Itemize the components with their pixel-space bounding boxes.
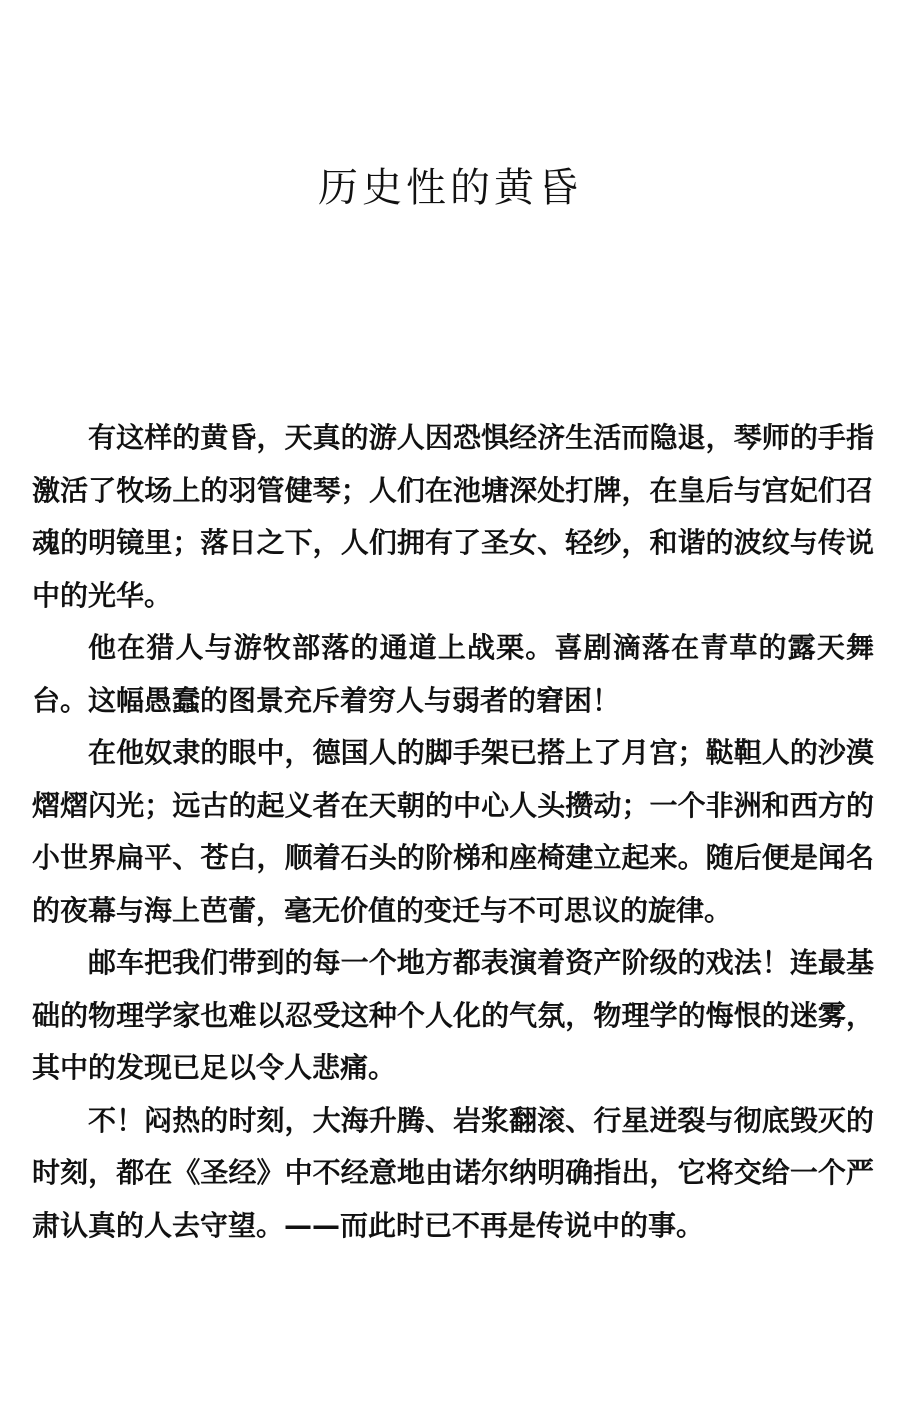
paragraph-1: 有这样的黄昏，天真的游人因恐惧经济生活而隐退，琴师的手指激活了牧场上的羽管健琴；人们在池塘深处打牌，在皇后与宫妃们召魂的明镜里；落日之下，人们拥有了圣女、轻纱，和谐的波纹与传说中的光华。 <box>32 421 874 612</box>
page-title: 历史性的黄昏 <box>318 165 582 211</box>
paragraph-3: 在他奴隶的眼中，德国人的脚手架已搭上了月宫；鞑靼人的沙漠熠熠闪光；远古的起义者在天朝的中心人头攒动；一个非洲和西方的小世界扁平、苍白，顺着石头的阶梯和座椅建立起来。随后便是闻名的夜幕与海上芭蕾，毫无价值的变迁与不可思议的旋律。 <box>32 736 874 927</box>
paragraph-2: 他在猎人与游牧部落的通道上战栗。喜剧滴落在青草的露天舞台。这幅愚蠢的图景充斥着穷人与弱者的窘困！ <box>32 631 874 717</box>
body-text <box>32 412 874 1252</box>
paragraph-5: 不！闷热的时刻，大海升腾、岩浆翻滚、行星迸裂与彻底毁灭的时刻，都在《圣经》中不经意地由诺尔纳明确指出，它将交给一个严肃认真的人去守望。——而此时已不再是传说中的事。 <box>32 1103 874 1242</box>
paragraph-4: 邮车把我们带到的每一个地方都表演着资产阶级的戏法！连最基础的物理学家也难以忍受这种个人化的气氛，物理学的悔恨的迷雾，其中的发现已足以令人悲痛。 <box>32 946 874 1084</box>
